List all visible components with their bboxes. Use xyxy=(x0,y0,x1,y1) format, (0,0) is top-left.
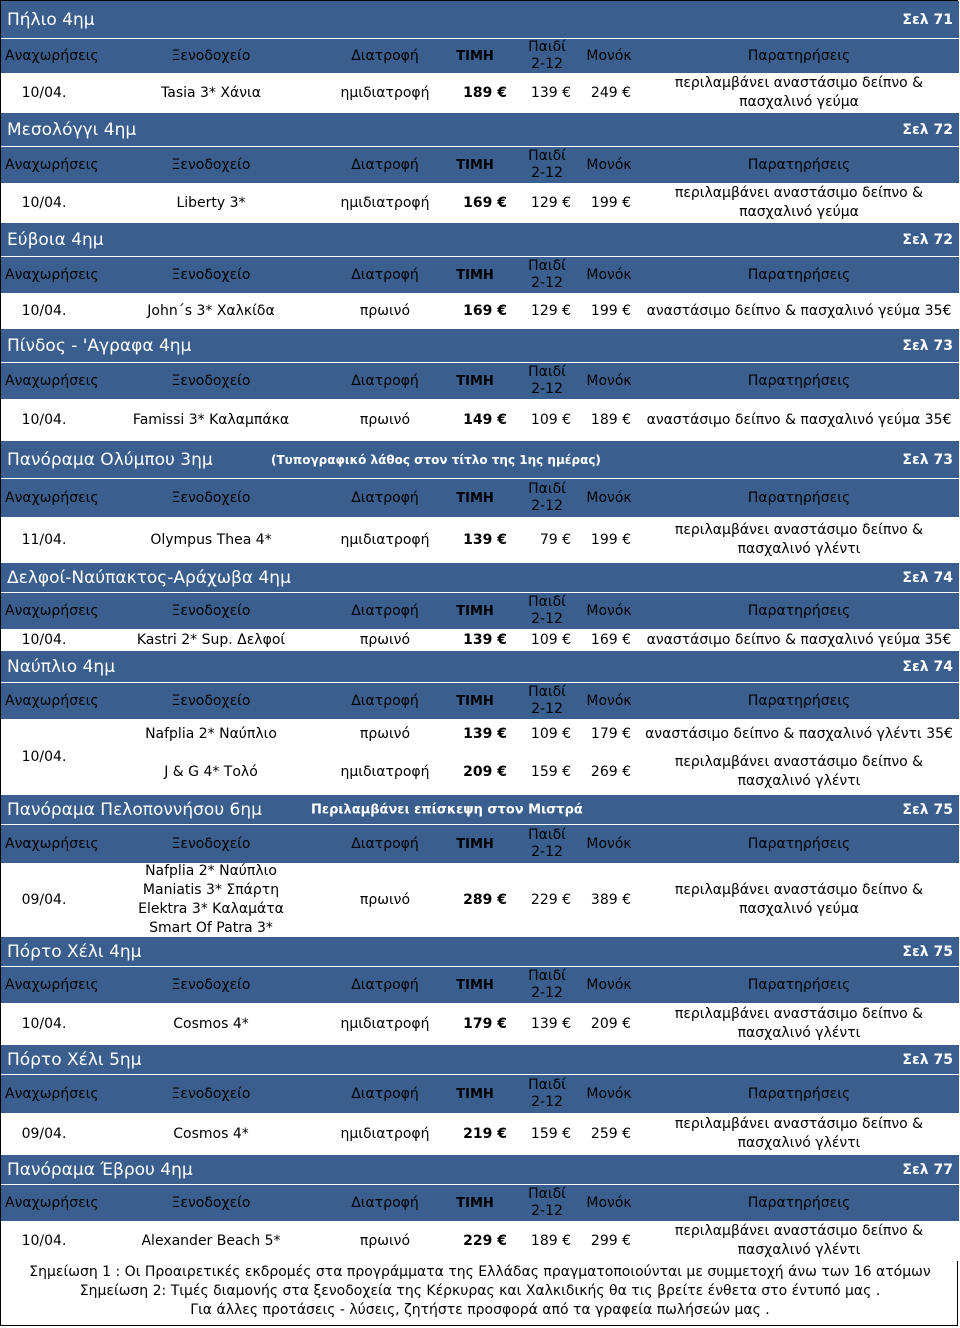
header-price: ΤΙΜΗ xyxy=(456,977,494,993)
header-single: Μονόκ xyxy=(586,47,632,64)
single-price-cell: 169 € xyxy=(590,631,631,648)
header-price: ΤΙΜΗ xyxy=(456,1086,494,1102)
header-departures: Αναχωρήσεις xyxy=(5,1194,99,1211)
page-ref: Σελ 74 xyxy=(902,569,953,586)
hotel-name: Smart Of Patra 3* xyxy=(149,920,273,936)
page-ref: Σελ 74 xyxy=(902,658,953,675)
header-price: ΤΙΜΗ xyxy=(456,267,494,283)
header-departures: Αναχωρήσεις xyxy=(5,976,99,993)
header-departures: Αναχωρήσεις xyxy=(5,489,99,506)
section-title: Πανόραμα Έβρου 4ημ xyxy=(7,1159,193,1180)
hotel-cell: Cosmos 4* xyxy=(173,1125,249,1142)
board-cell: ημιδιατροφή xyxy=(340,763,430,780)
price-cell: 169 € xyxy=(463,302,507,319)
section-title-bar xyxy=(1,113,959,147)
header-child: Παιδί 2-12 xyxy=(528,148,566,181)
header-child: Παιδί 2-12 xyxy=(528,684,566,717)
remarks-cell: αναστάσιμο δείπνο & πασχαλινό γεύμα 35€ xyxy=(646,411,952,428)
price-cell: 149 € xyxy=(463,411,507,428)
board-cell: πρωινό xyxy=(359,631,411,648)
section-title-bar xyxy=(1,1155,959,1185)
column-header-row xyxy=(1,147,959,183)
hotel-cell: Kastri 2* Sup. Δελφοί xyxy=(136,631,286,648)
child-price-cell: 229 € xyxy=(530,891,571,908)
header-child: Παιδί 2-12 xyxy=(528,1186,566,1219)
board-cell: ημιδιατροφή xyxy=(340,84,430,101)
table-row xyxy=(1,1113,959,1155)
board-cell: πρωινό xyxy=(359,725,411,742)
hotel-name: Elektra 3* Καλαμάτα xyxy=(138,901,284,917)
single-price-cell: 299 € xyxy=(590,1232,631,1249)
header-single: Μονόκ xyxy=(586,602,632,619)
section-title-bar xyxy=(1,1,959,39)
hotel-cell: Tasia 3* Χάνια xyxy=(161,84,261,101)
hotel-cell: Alexander Beach 5* xyxy=(141,1232,281,1249)
header-board: Διατροφή xyxy=(351,47,419,64)
footer-note-2: Σημείωση 2: Τιμές διαμονής στα ξενοδοχεία της Κέρκυρας και Χαλκιδικής θα τις βρείτε ένθετα στο έντυπό μας . xyxy=(79,1283,881,1299)
header-hotel: Ξενοδοχείο xyxy=(171,489,251,506)
header-price: ΤΙΜΗ xyxy=(456,157,494,173)
board-cell: πρωινό xyxy=(359,411,411,428)
section-title: Πανόραμα Ολύμπου 3ημ xyxy=(7,449,213,470)
date-cell: 10/04. xyxy=(21,302,67,319)
section-title: Μεσολόγγι 4ημ xyxy=(7,119,137,140)
section-title-bar xyxy=(1,329,959,363)
child-price-cell: 79 € xyxy=(539,531,571,548)
header-remarks: Παρατηρήσεις xyxy=(747,372,851,389)
header-board: Διατροφή xyxy=(351,489,419,506)
hotel-name: Maniatis 3* Σπάρτη xyxy=(142,882,280,898)
page-ref: Σελ 75 xyxy=(902,801,953,818)
header-hotel: Ξενοδοχείο xyxy=(171,156,251,173)
remarks-cell: αναστάσιμο δείπνο & πασχαλινό γλέντι 35€ xyxy=(645,725,953,742)
price-cell: 179 € xyxy=(463,1015,507,1032)
date-cell: 10/04. xyxy=(21,84,67,101)
section-title-bar xyxy=(1,937,959,967)
header-child: Παιδί 2-12 xyxy=(528,364,566,397)
header-board: Διατροφή xyxy=(351,1085,419,1102)
header-single: Μονόκ xyxy=(586,976,632,993)
header-child: Παιδί 2-12 xyxy=(528,968,566,1001)
header-board: Διατροφή xyxy=(351,692,419,709)
single-price-cell: 249 € xyxy=(590,84,631,101)
hotel-cell: John΄s 3* Χαλκίδα xyxy=(147,302,275,319)
date-cell: 10/04. xyxy=(21,631,67,648)
column-header-row xyxy=(1,967,959,1003)
section-title: Ναύπλιο 4ημ xyxy=(7,656,116,677)
header-departures: Αναχωρήσεις xyxy=(5,372,99,389)
price-cell: 219 € xyxy=(463,1125,507,1142)
hotel-cell: Olympus Thea 4* xyxy=(150,531,272,548)
header-price: ΤΙΜΗ xyxy=(456,836,494,852)
table-row xyxy=(1,1221,959,1261)
header-hotel: Ξενοδοχείο xyxy=(171,602,251,619)
remarks-cell: αναστάσιμο δείπνο & πασχαλινό γεύμα 35€ xyxy=(646,631,952,648)
remarks-cell: περιλαμβάνει αναστάσιμο δείπνο & πασχαλινό γλέντι xyxy=(674,1116,924,1151)
header-child: Παιδί 2-12 xyxy=(528,258,566,291)
table-row xyxy=(1,863,959,937)
page-ref: Σελ 73 xyxy=(902,337,953,354)
header-child: Παιδί 2-12 xyxy=(528,594,566,627)
header-single: Μονόκ xyxy=(586,266,632,283)
section-title-bar xyxy=(1,1045,959,1075)
child-price-cell: 159 € xyxy=(530,763,571,780)
board-cell: ημιδιατροφή xyxy=(340,1015,430,1032)
header-departures: Αναχωρήσεις xyxy=(5,602,99,619)
section-title: Πόρτο Χέλι 5ημ xyxy=(7,1049,142,1070)
date-cell: 10/04. xyxy=(21,748,67,765)
hotel-cell: Nafplia 2* Ναύπλιο xyxy=(145,725,277,742)
header-price: ΤΙΜΗ xyxy=(456,490,494,506)
section-note: (Τυπογραφικό λάθος στον τίτλο της 1ης ημέρας) xyxy=(271,452,601,467)
section-title: Πανόραμα Πελοποννήσου 6ημ xyxy=(7,799,262,820)
header-hotel: Ξενοδοχείο xyxy=(171,47,251,64)
remarks-cell: περιλαμβάνει αναστάσιμο δείπνο & πασχαλινό γεύμα xyxy=(674,882,924,917)
child-price-cell: 139 € xyxy=(530,84,571,101)
section-note: Περιλαμβάνει επίσκεψη στον Μιστρά xyxy=(311,802,583,817)
header-departures: Αναχωρήσεις xyxy=(5,266,99,283)
child-price-cell: 109 € xyxy=(530,725,571,742)
board-cell: πρωινό xyxy=(359,891,411,908)
child-price-cell: 129 € xyxy=(530,302,571,319)
column-header-row xyxy=(1,39,959,73)
table-row xyxy=(1,183,959,223)
page-ref: Σελ 73 xyxy=(902,451,953,468)
header-hotel: Ξενοδοχείο xyxy=(171,976,251,993)
hotel-list-cell xyxy=(87,863,335,937)
header-board: Διατροφή xyxy=(351,372,419,389)
header-single: Μονόκ xyxy=(586,372,632,389)
child-price-cell: 189 € xyxy=(530,1232,571,1249)
date-cell: 09/04. xyxy=(21,891,67,908)
page-ref: Σελ 75 xyxy=(902,943,953,960)
column-header-row xyxy=(1,257,959,293)
header-remarks: Παρατηρήσεις xyxy=(747,266,851,283)
footer-note-1: Σημείωση 1 : Οι Προαιρετικές εκδρομές στα προγράμματα της Ελλάδας πραγματοποιούνται με συμμετοχή άνω των 16 ατόμων xyxy=(29,1264,931,1280)
header-departures: Αναχωρήσεις xyxy=(5,692,99,709)
board-cell: ημιδιατροφή xyxy=(340,1125,430,1142)
single-price-cell: 269 € xyxy=(590,763,631,780)
hotel-cell: J & G 4* Τολό xyxy=(164,763,258,780)
single-price-cell: 199 € xyxy=(590,194,631,211)
header-hotel: Ξενοδοχείο xyxy=(171,1085,251,1102)
header-single: Μονόκ xyxy=(586,156,632,173)
remarks-cell: περιλαμβάνει αναστάσιμο δείπνο & πασχαλινό γλέντι xyxy=(674,754,924,789)
header-child: Παιδί 2-12 xyxy=(528,827,566,860)
header-board: Διατροφή xyxy=(351,602,419,619)
remarks-cell: περιλαμβάνει αναστάσιμο δείπνο & πασχαλινό γλέντι xyxy=(674,1006,924,1041)
section-title: Εύβοια 4ημ xyxy=(7,229,104,250)
header-remarks: Παρατηρήσεις xyxy=(747,976,851,993)
remarks-cell: περιλαμβάνει αναστάσιμο δείπνο & πασχαλινό γλέντι xyxy=(674,1223,924,1258)
date-cell: 10/04. xyxy=(21,194,67,211)
child-price-cell: 129 € xyxy=(530,194,571,211)
price-cell: 139 € xyxy=(463,531,507,548)
single-price-cell: 199 € xyxy=(590,531,631,548)
section-title-bar xyxy=(1,563,959,593)
section-title: Πήλιο 4ημ xyxy=(7,9,95,30)
header-remarks: Παρατηρήσεις xyxy=(747,1085,851,1102)
single-price-cell: 259 € xyxy=(590,1125,631,1142)
price-cell: 209 € xyxy=(463,763,507,780)
header-board: Διατροφή xyxy=(351,976,419,993)
section-title-bar xyxy=(1,441,959,479)
remarks-cell: περιλαμβάνει αναστάσιμο δείπνο & πασχαλινό γλέντι xyxy=(674,522,924,557)
header-departures: Αναχωρήσεις xyxy=(5,156,99,173)
header-board: Διατροφή xyxy=(351,156,419,173)
price-cell: 189 € xyxy=(463,84,507,101)
table-row xyxy=(1,399,959,441)
column-header-row xyxy=(1,825,959,863)
footer-notes xyxy=(1,1263,959,1320)
header-board: Διατροφή xyxy=(351,266,419,283)
remarks-cell: περιλαμβάνει αναστάσιμο δείπνο & πασχαλινό γεύμα xyxy=(674,185,924,220)
remarks-cell: αναστάσιμο δείπνο & πασχαλινό γεύμα 35€ xyxy=(646,302,952,319)
section-title-bar xyxy=(1,223,959,257)
column-header-row xyxy=(1,683,959,719)
header-single: Μονόκ xyxy=(586,489,632,506)
price-cell: 229 € xyxy=(463,1232,507,1249)
price-cell: 169 € xyxy=(463,194,507,211)
header-remarks: Παρατηρήσεις xyxy=(747,156,851,173)
header-child: Παιδί 2-12 xyxy=(528,39,566,72)
page-ref: Σελ 77 xyxy=(902,1161,953,1178)
header-hotel: Ξενοδοχείο xyxy=(171,692,251,709)
hotel-cell: Famissi 3* Καλαμπάκα xyxy=(132,411,290,428)
section-title-bar xyxy=(1,795,959,825)
header-price: ΤΙΜΗ xyxy=(456,48,494,64)
table-row xyxy=(87,749,959,795)
board-cell: πρωινό xyxy=(359,1232,411,1249)
header-remarks: Παρατηρήσεις xyxy=(747,47,851,64)
header-remarks: Παρατηρήσεις xyxy=(747,489,851,506)
header-hotel: Ξενοδοχείο xyxy=(171,372,251,389)
section-title: Δελφοί-Ναύπακτος-Αράχωβα 4ημ xyxy=(7,567,291,588)
board-cell: ημιδιατροφή xyxy=(340,531,430,548)
table-row xyxy=(1,293,959,329)
column-header-row xyxy=(1,1185,959,1221)
single-price-cell: 389 € xyxy=(590,891,631,908)
date-cell: 10/04. xyxy=(21,1232,67,1249)
date-cell: 11/04. xyxy=(21,531,67,548)
header-single: Μονόκ xyxy=(586,1085,632,1102)
single-price-cell: 189 € xyxy=(590,411,631,428)
header-hotel: Ξενοδοχείο xyxy=(171,1194,251,1211)
header-single: Μονόκ xyxy=(586,692,632,709)
page-ref: Σελ 72 xyxy=(902,121,953,138)
section-title-bar xyxy=(1,651,959,683)
header-remarks: Παρατηρήσεις xyxy=(747,602,851,619)
table-row xyxy=(1,629,959,651)
header-departures: Αναχωρήσεις xyxy=(5,1085,99,1102)
table-row xyxy=(1,1003,959,1045)
header-price: ΤΙΜΗ xyxy=(456,1195,494,1211)
header-board: Διατροφή xyxy=(351,835,419,852)
header-child: Παιδί 2-12 xyxy=(528,1077,566,1110)
single-price-cell: 209 € xyxy=(590,1015,631,1032)
header-price: ΤΙΜΗ xyxy=(456,603,494,619)
table-row xyxy=(1,73,959,113)
child-price-cell: 139 € xyxy=(530,1015,571,1032)
header-child: Παιδί 2-12 xyxy=(528,481,566,514)
header-price: ΤΙΜΗ xyxy=(456,693,494,709)
board-cell: ημιδιατροφή xyxy=(340,194,430,211)
child-price-cell: 109 € xyxy=(530,631,571,648)
page-ref: Σελ 71 xyxy=(902,11,953,28)
single-price-cell: 179 € xyxy=(590,725,631,742)
price-cell: 139 € xyxy=(463,725,507,742)
column-header-row xyxy=(1,479,959,517)
footer-note-3: Για άλλες προτάσεις - λύσεις, ζητήστε προσφορά από τα γραφεία πωλήσεών μας . xyxy=(190,1302,770,1318)
column-header-row xyxy=(1,363,959,399)
remarks-cell: περιλαμβάνει αναστάσιμο δείπνο & πασχαλινό γεύμα xyxy=(674,75,924,110)
header-hotel: Ξενοδοχείο xyxy=(171,835,251,852)
header-remarks: Παρατηρήσεις xyxy=(747,692,851,709)
date-cell: 10/04. xyxy=(21,1015,67,1032)
date-cell: 09/04. xyxy=(21,1125,67,1142)
child-price-cell: 159 € xyxy=(530,1125,571,1142)
header-remarks: Παρατηρήσεις xyxy=(747,1194,851,1211)
hotel-cell: Cosmos 4* xyxy=(173,1015,249,1032)
single-price-cell: 199 € xyxy=(590,302,631,319)
column-header-row xyxy=(1,1075,959,1113)
header-single: Μονόκ xyxy=(586,1194,632,1211)
price-cell: 139 € xyxy=(463,631,507,648)
header-price: ΤΙΜΗ xyxy=(456,373,494,389)
header-board: Διατροφή xyxy=(351,1194,419,1211)
page-ref: Σελ 72 xyxy=(902,231,953,248)
table-row xyxy=(1,517,959,563)
header-single: Μονόκ xyxy=(586,835,632,852)
column-header-row xyxy=(1,593,959,629)
page-ref: Σελ 75 xyxy=(902,1051,953,1068)
table-row xyxy=(87,719,959,749)
header-departures: Αναχωρήσεις xyxy=(5,835,99,852)
section-title: Πίνδος - 'Αγραφα 4ημ xyxy=(7,335,192,356)
date-cell: 10/04. xyxy=(21,411,67,428)
header-remarks: Παρατηρήσεις xyxy=(747,835,851,852)
header-departures: Αναχωρήσεις xyxy=(5,47,99,64)
hotel-cell: Liberty 3* xyxy=(176,194,246,211)
child-price-cell: 109 € xyxy=(530,411,571,428)
board-cell: πρωινό xyxy=(359,302,411,319)
section-title: Πόρτο Χέλι 4ημ xyxy=(7,941,142,962)
hotel-name: Nafplia 2* Ναύπλιο xyxy=(145,863,277,879)
price-cell: 289 € xyxy=(463,891,507,908)
header-hotel: Ξενοδοχείο xyxy=(171,266,251,283)
